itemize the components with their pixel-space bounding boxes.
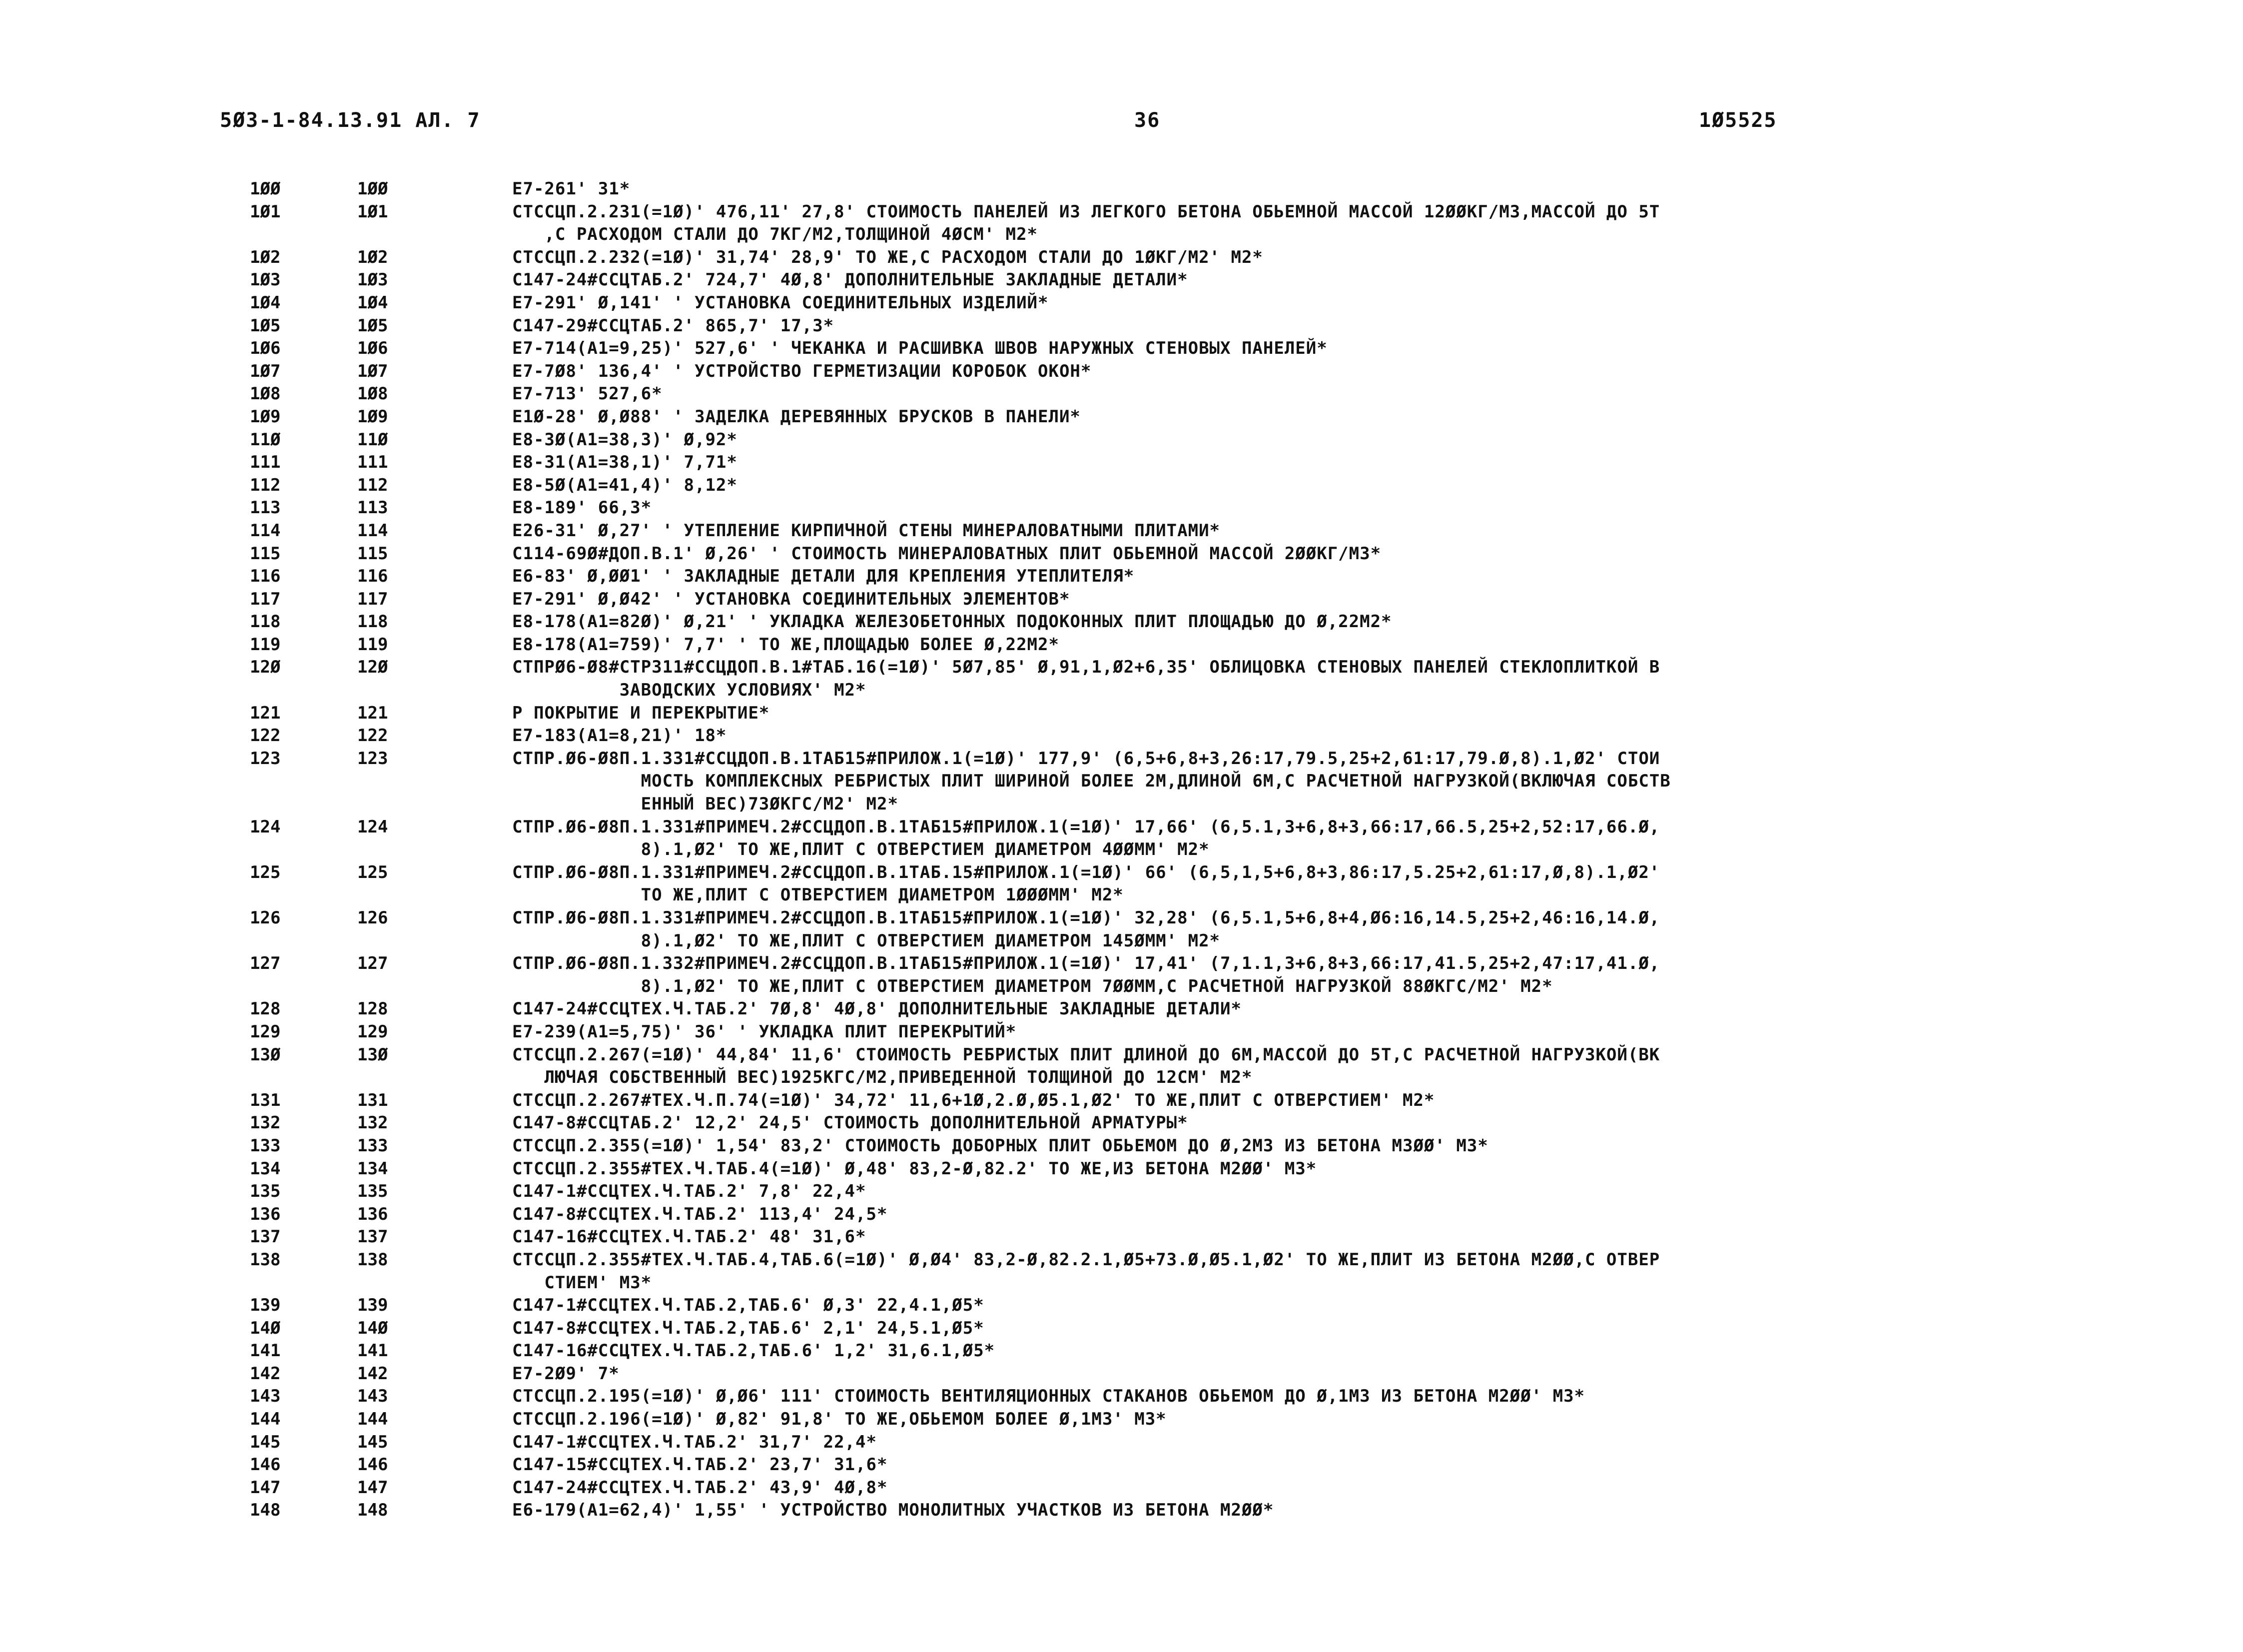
row-index: 133: [357, 1135, 388, 1156]
row-text: [512, 1385, 2041, 1408]
row-index: 114: [357, 520, 388, 541]
listing-row: [0, 1454, 2243, 1477]
row-number: 148: [250, 1500, 281, 1521]
row-number: 134: [250, 1158, 281, 1179]
row-text-line: СТПР.Ø6-Ø8П.1.331#ССЦДОП.В.1ТАБ15#ПРИЛОЖ.1(=1Ø)' 177,9' (6,5+6,8+3,26:17,79.5,25+2,61:17,79.Ø,8).1,Ø2' СТОИ: [512, 748, 1660, 769]
row-index: 135: [357, 1181, 388, 1202]
row-text: [512, 543, 2041, 566]
row-index: 112: [357, 475, 388, 495]
row-text: [512, 816, 2041, 861]
row-number: 142: [250, 1363, 281, 1384]
listing-row: [0, 1044, 2243, 1089]
row-number: 146: [250, 1455, 281, 1475]
row-number: 1Ø3: [250, 270, 281, 290]
row-number: 1Ø8: [250, 384, 281, 404]
row-text: [512, 1294, 2041, 1317]
row-text: [512, 1249, 2041, 1294]
row-text-line: СТССЦП.2.355#ТЕХ.Ч.ТАБ.4,ТАБ.6(=1Ø)' Ø,Ø4' 83,2-Ø,82.2.1,Ø5+73.Ø,Ø5.1,Ø2' ТО ЖЕ,ПЛИТ ИЗ БЕТОНА М2ØØ,С ОТВЕР: [512, 1249, 1660, 1270]
row-text-line: Е7-239(А1=5,75)' 36' ' УКЛАДКА ПЛИТ ПЕРЕКРЫТИЙ*: [512, 1021, 1017, 1042]
row-text-line: СТССЦП.2.195(=1Ø)' Ø,Ø6' 111' СТОИМОСТЬ ВЕНТИЛЯЦИОННЫХ СТАКАНОВ ОБЬЕМОМ ДО Ø,1М3 ИЗ БЕТОНА М2ØØ' М3*: [512, 1386, 1585, 1407]
listing-row: [0, 702, 2243, 725]
row-number: 127: [250, 953, 281, 974]
row-text: [512, 861, 2041, 907]
row-text-line: Е7-291' Ø,Ø42' ' УСТАНОВКА СОЕДИНИТЕЛЬНЫХ ЭЛЕМЕНТОВ*: [512, 589, 1070, 609]
row-text: [512, 656, 2041, 702]
row-text: [512, 907, 2041, 952]
row-text: [512, 383, 2041, 406]
listing-row: [0, 429, 2243, 452]
row-number: 1Ø4: [250, 292, 281, 313]
row-index: 134: [357, 1158, 388, 1179]
row-text-line: СТССЦП.2.196(=1Ø)' Ø,82' 91,8' ТО ЖЕ,ОБЬЕМОМ БОЛЕЕ Ø,1М3' М3*: [512, 1409, 1167, 1430]
estimate-listing: [0, 178, 2243, 1522]
row-index: 1Ø8: [357, 384, 388, 404]
listing-row: [0, 474, 2243, 497]
row-number: 1Ø5: [250, 315, 281, 336]
row-index: 1Ø2: [357, 247, 388, 267]
row-number: 139: [250, 1295, 281, 1316]
row-number: 125: [250, 862, 281, 882]
listing-row: [0, 1363, 2243, 1386]
listing-row: [0, 1499, 2243, 1522]
listing-row: [0, 178, 2243, 201]
row-index: 146: [357, 1455, 388, 1475]
listing-row: [0, 611, 2243, 634]
row-text: [512, 1477, 2041, 1500]
listing-row: [0, 998, 2243, 1021]
row-index: 138: [357, 1249, 388, 1270]
row-index: 111: [357, 452, 388, 473]
row-text: [512, 634, 2041, 657]
row-index: 147: [357, 1477, 388, 1498]
row-text-line: Е7-714(А1=9,25)' 527,6' ' ЧЕКАНКА И РАСШИВКА ШВОВ НАРУЖНЫХ СТЕНОВЫХ ПАНЕЛЕЙ*: [512, 338, 1328, 359]
row-text: [512, 1408, 2041, 1431]
row-index: 13Ø: [357, 1044, 388, 1065]
row-text-line: Е8-178(А1=82Ø)' Ø,21' ' УКЛАДКА ЖЕЛЕЗОБЕТОННЫХ ПОДОКОННЫХ ПЛИТ ПЛОЩАДЬЮ ДО Ø,22М2*: [512, 612, 1392, 632]
row-text: [512, 315, 2041, 338]
row-index: 1Ø1: [357, 201, 388, 222]
listing-row: [0, 292, 2243, 315]
row-number: 126: [250, 908, 281, 928]
row-index: 1Ø6: [357, 338, 388, 359]
row-text-line: ,С РАСХОДОМ СТАЛИ ДО 7КГ/М2,ТОЛЩИНОЙ 4ØСМ' М2*: [512, 224, 1038, 245]
row-number: 147: [250, 1477, 281, 1498]
listing-row: [0, 1249, 2243, 1294]
row-text: [512, 1203, 2041, 1226]
row-index: 122: [357, 726, 388, 746]
row-text: [512, 201, 2041, 246]
row-text: [512, 952, 2041, 998]
row-number: 129: [250, 1021, 281, 1042]
row-number: 115: [250, 543, 281, 564]
row-number: 145: [250, 1432, 281, 1452]
row-text-line: С147-24#ССЦТЕХ.Ч.ТАБ.2' 43,9' 4Ø,8*: [512, 1477, 888, 1498]
row-text: [512, 1180, 2041, 1203]
listing-row: [0, 1294, 2243, 1317]
row-text: [512, 451, 2041, 474]
row-index: 143: [357, 1386, 388, 1407]
row-text-line: СТССЦП.2.355(=1Ø)' 1,54' 83,2' СТОИМОСТЬ ДОБОРНЫХ ПЛИТ ОБЬЕМОМ ДО Ø,2М3 ИЗ БЕТОНА М3ØØ' М3*: [512, 1135, 1489, 1156]
row-text: [512, 1454, 2041, 1477]
row-text: [512, 1089, 2041, 1112]
row-number: 1ØØ: [250, 179, 281, 199]
row-text: [512, 725, 2041, 748]
row-index: 127: [357, 953, 388, 974]
row-number: 13Ø: [250, 1044, 281, 1065]
row-text: [512, 1499, 2041, 1522]
row-text-line: С114-69Ø#ДОП.В.1' Ø,26' ' СТОИМОСТЬ МИНЕРАЛОВАТНЫХ ПЛИТ ОБЬЕМНОЙ МАССОЙ 2ØØКГ/М3*: [512, 543, 1382, 564]
row-text: [512, 702, 2041, 725]
row-number: 14Ø: [250, 1318, 281, 1338]
row-index: 115: [357, 543, 388, 564]
listing-row: [0, 952, 2243, 998]
row-number: 119: [250, 634, 281, 655]
row-index: 142: [357, 1363, 388, 1384]
row-text-line: Р ПОКРЫТИЕ И ПЕРЕКРЫТИЕ*: [512, 703, 770, 723]
listing-row: [0, 497, 2243, 520]
row-number: 114: [250, 520, 281, 541]
row-number: 112: [250, 475, 281, 495]
row-number: 141: [250, 1341, 281, 1361]
row-number: 111: [250, 452, 281, 473]
row-text-line: С147-8#ССЦТЕХ.Ч.ТАБ.2,ТАБ.6' 2,1' 24,5.1,Ø5*: [512, 1318, 984, 1338]
row-index: 14Ø: [357, 1318, 388, 1338]
row-index: 1Ø4: [357, 292, 388, 313]
listing-row: [0, 1431, 2243, 1454]
row-text-line: ЕННЫЙ ВЕС)73ØКГС/М2' М2*: [512, 794, 898, 815]
row-text: [512, 292, 2041, 315]
row-text-line: СТПР.Ø6-Ø8П.1.331#ПРИМЕЧ.2#ССЦДОП.В.1ТАБ15#ПРИЛОЖ.1(=1Ø)' 17,66' (6,5.1,3+6,8+3,66:17,66.5,25+2,52:17,66.Ø,: [512, 817, 1660, 837]
listing-row: [0, 725, 2243, 748]
document-number: 1Ø5525: [1699, 109, 1777, 132]
row-number: 123: [250, 748, 281, 769]
row-text-line: СТИЕМ' М3*: [512, 1272, 652, 1293]
listing-row: [0, 406, 2243, 429]
row-text-line: Е6-83' Ø,ØØ1' ' ЗАКЛАДНЫЕ ДЕТАЛИ ДЛЯ КРЕПЛЕНИЯ УТЕПЛИТЕЛЯ*: [512, 566, 1135, 587]
row-text-line: СТССЦП.2.267(=1Ø)' 44,84' 11,6' СТОИМОСТЬ РЕБРИСТЫХ ПЛИТ ДЛИНОЙ ДО 6М,МАССОЙ ДО 5Т,С РАСЧЕТНОЙ НАГРУЗКОЙ(ВК: [512, 1044, 1660, 1065]
row-text: [512, 1431, 2041, 1454]
listing-row: [0, 634, 2243, 657]
row-text-line: Е8-178(А1=759)' 7,7' ' ТО ЖЕ,ПЛОЩАДЬЮ БОЛЕЕ Ø,22М2*: [512, 634, 1059, 655]
row-number: 131: [250, 1090, 281, 1110]
row-text-line: ЗАВОДСКИХ УСЛОВИЯХ' М2*: [512, 680, 866, 701]
row-number: 11Ø: [250, 429, 281, 450]
listing-row: [0, 588, 2243, 611]
row-text-line: Е8-189' 66,3*: [512, 498, 652, 518]
row-index: 1Ø9: [357, 406, 388, 427]
row-text-line: СТПРØ6-Ø8#СТР311#ССЦДОП.В.1#ТАБ.16(=1Ø)' 5Ø7,85' Ø,91,1,Ø2+6,35' ОБЛИЦОВКА СТЕНОВЫХ ПАНЕЛЕЙ СТЕКЛОПЛИТКОЙ В: [512, 657, 1660, 678]
row-number: 1Ø6: [250, 338, 281, 359]
row-text-line: С147-24#ССЦТЕХ.Ч.ТАБ.2' 7Ø,8' 4Ø,8' ДОПОЛНИТЕЛЬНЫЕ ЗАКЛАДНЫЕ ДЕТАЛИ*: [512, 999, 1242, 1019]
listing-row: [0, 1203, 2243, 1226]
row-text-line: СТПР.Ø6-Ø8П.1.332#ПРИМЕЧ.2#ССЦДОП.В.1ТАБ15#ПРИЛОЖ.1(=1Ø)' 17,41' (7,1.1,3+6,8+3,66:17,41.5,25+2,47:17,41.Ø,: [512, 953, 1660, 974]
row-index: 141: [357, 1341, 388, 1361]
listing-row: [0, 1135, 2243, 1158]
listing-row: [0, 1477, 2243, 1500]
listing-row: [0, 315, 2243, 338]
row-text: [512, 246, 2041, 269]
row-text-line: С147-16#ССЦТЕХ.Ч.ТАБ.2' 48' 31,6*: [512, 1227, 866, 1247]
row-index: 117: [357, 589, 388, 609]
listing-row: [0, 1180, 2243, 1203]
row-text: [512, 588, 2041, 611]
listing-row: [0, 520, 2243, 543]
row-number: 113: [250, 498, 281, 518]
row-index: 119: [357, 634, 388, 655]
row-number: 132: [250, 1113, 281, 1133]
listing-row: [0, 1340, 2243, 1363]
row-index: 11Ø: [357, 429, 388, 450]
row-text: [512, 497, 2041, 520]
listing-row: [0, 748, 2243, 816]
listing-row: [0, 269, 2243, 292]
row-index: 113: [357, 498, 388, 518]
row-text-line: Е26-31' Ø,27' ' УТЕПЛЕНИЕ КИРПИЧНОЙ СТЕНЫ МИНЕРАЛОВАТНЫМИ ПЛИТАМИ*: [512, 520, 1221, 541]
row-number: 135: [250, 1181, 281, 1202]
page-number: 36: [1134, 109, 1161, 132]
row-text: [512, 337, 2041, 360]
listing-row: [0, 360, 2243, 383]
row-text-line: 8).1,Ø2' ТО ЖЕ,ПЛИТ С ОТВЕРСТИЕМ ДИАМЕТРОМ 4ØØММ' М2*: [512, 839, 1210, 860]
row-text: [512, 178, 2041, 201]
row-index: 145: [357, 1432, 388, 1452]
row-number: 124: [250, 817, 281, 837]
row-index: 148: [357, 1500, 388, 1521]
row-text-line: Е7-2Ø9' 7*: [512, 1363, 620, 1384]
listing-row: [0, 201, 2243, 246]
row-number: 144: [250, 1409, 281, 1430]
row-text-line: С147-8#ССЦТАБ.2' 12,2' 24,5' СТОИМОСТЬ ДОПОЛНИТЕЛЬНОЙ АРМАТУРЫ*: [512, 1113, 1188, 1133]
listing-row: [0, 451, 2243, 474]
listing-row: [0, 1112, 2243, 1135]
row-text: [512, 1044, 2041, 1089]
row-text-line: СТССЦП.2.267#ТЕХ.Ч.П.74(=1Ø)' 34,72' 11,6+1Ø,2.Ø,Ø5.1,Ø2' ТО ЖЕ,ПЛИТ С ОТВЕРСТИЕМ' М2*: [512, 1090, 1435, 1110]
row-index: 136: [357, 1204, 388, 1224]
row-text: [512, 1363, 2041, 1386]
row-number: 121: [250, 703, 281, 723]
row-index: 123: [357, 748, 388, 769]
row-text-line: С147-1#ССЦТЕХ.Ч.ТАБ.2' 7,8' 22,4*: [512, 1181, 866, 1202]
row-text-line: СТПР.Ø6-Ø8П.1.331#ПРИМЕЧ.2#ССЦДОП.В.1ТАБ15#ПРИЛОЖ.1(=1Ø)' 32,28' (6,5.1,5+6,8+4,Ø6:16,14.5,25+2,46:16,14.Ø,: [512, 908, 1660, 928]
row-text-line: МОСТЬ КОМПЛЕКСНЫХ РЕБРИСТЫХ ПЛИТ ШИРИНОЙ БОЛЕЕ 2М,ДЛИНОЙ 6М,С РАСЧЕТНОЙ НАГРУЗКОЙ(ВКЛЮЧАЯ СОБСТВ: [512, 771, 1671, 792]
row-text: [512, 611, 2041, 634]
row-index: 125: [357, 862, 388, 882]
row-index: 1Ø7: [357, 361, 388, 381]
row-index: 139: [357, 1295, 388, 1316]
row-text: [512, 269, 2041, 292]
row-text: [512, 429, 2041, 452]
listing-row: [0, 1408, 2243, 1431]
row-index: 1ØØ: [357, 179, 388, 199]
row-text: [512, 565, 2041, 588]
row-text-line: СТССЦП.2.231(=1Ø)' 476,11' 27,8' СТОИМОСТЬ ПАНЕЛЕЙ ИЗ ЛЕГКОГО БЕТОНА ОБЬЕМНОЙ МАССОЙ 12ØØКГ/М3,МАССОЙ ДО 5Т: [512, 201, 1660, 222]
row-text-line: С147-24#ССЦТАБ.2' 724,7' 4Ø,8' ДОПОЛНИТЕЛЬНЫЕ ЗАКЛАДНЫЕ ДЕТАЛИ*: [512, 270, 1188, 290]
row-number: 116: [250, 566, 281, 587]
listing-row: [0, 1021, 2243, 1044]
row-text: [512, 1317, 2041, 1340]
row-text-line: 8).1,Ø2' ТО ЖЕ,ПЛИТ С ОТВЕРСТИЕМ ДИАМЕТРОМ 145ØММ' М2*: [512, 930, 1221, 951]
row-index: 129: [357, 1021, 388, 1042]
row-text: [512, 1135, 2041, 1158]
row-index: 137: [357, 1227, 388, 1247]
row-text: [512, 474, 2041, 497]
row-number: 138: [250, 1249, 281, 1270]
row-text-line: Е8-31(А1=38,1)' 7,71*: [512, 452, 738, 473]
row-number: 143: [250, 1386, 281, 1407]
row-text-line: 8).1,Ø2' ТО ЖЕ,ПЛИТ С ОТВЕРСТИЕМ ДИАМЕТРОМ 7ØØММ,С РАСЧЕТНОЙ НАГРУЗКОЙ 88ØКГС/М2' М2*: [512, 976, 1553, 996]
listing-row: [0, 656, 2243, 702]
row-text-line: С147-15#ССЦТЕХ.Ч.ТАБ.2' 23,7' 31,6*: [512, 1455, 888, 1475]
row-number: 1Ø1: [250, 201, 281, 222]
row-index: 1Ø5: [357, 315, 388, 336]
row-text-line: Е7-7Ø8' 136,4' ' УСТРОЙСТВО ГЕРМЕТИЗАЦИИ КОРОБОК ОКОН*: [512, 361, 1092, 381]
row-text: [512, 1158, 2041, 1181]
row-text-line: Е7-261' 31*: [512, 179, 631, 199]
row-index: 116: [357, 566, 388, 587]
listing-row: [0, 1317, 2243, 1340]
row-index: 144: [357, 1409, 388, 1430]
listing-row: [0, 246, 2243, 269]
row-index: 132: [357, 1113, 388, 1133]
row-text-line: С147-16#ССЦТЕХ.Ч.ТАБ.2,ТАБ.6' 1,2' 31,6.1,Ø5*: [512, 1341, 995, 1361]
row-text-line: СТПР.Ø6-Ø8П.1.331#ПРИМЕЧ.2#ССЦДОП.В.1ТАБ.15#ПРИЛОЖ.1(=1Ø)' 66' (6,5,1,5+6,8+3,86:17,5.25+2,61:17,Ø,8).1,Ø2': [512, 862, 1660, 882]
row-text-line: Е1Ø-28' Ø,Ø88' ' ЗАДЕЛКА ДЕРЕВЯННЫХ БРУСКОВ В ПАНЕЛИ*: [512, 406, 1081, 427]
row-text: [512, 1112, 2041, 1135]
listing-row: [0, 337, 2243, 360]
row-text-line: Е6-179(А1=62,4)' 1,55' ' УСТРОЙСТВО МОНОЛИТНЫХ УЧАСТКОВ ИЗ БЕТОНА М2ØØ*: [512, 1500, 1274, 1521]
row-index: 131: [357, 1090, 388, 1110]
row-number: 137: [250, 1227, 281, 1247]
row-text: [512, 1340, 2041, 1363]
row-text: [512, 360, 2041, 383]
row-text: [512, 1226, 2041, 1249]
listing-row: [0, 1089, 2243, 1112]
row-number: 136: [250, 1204, 281, 1224]
row-text-line: Е8-3Ø(А1=38,3)' Ø,92*: [512, 429, 738, 450]
listing-row: [0, 1226, 2243, 1249]
row-text-line: ЛЮЧАЯ СОБСТВЕННЫЙ ВЕС)1925КГС/М2,ПРИВЕДЕННОЙ ТОЛЩИНОЙ ДО 12СМ' М2*: [512, 1067, 1253, 1088]
document-code: 5Ø3-1-84.13.91 АЛ. 7: [220, 109, 481, 132]
row-text: [512, 748, 2041, 816]
listing-row: [0, 1385, 2243, 1408]
row-text-line: ТО ЖЕ,ПЛИТ С ОТВЕРСТИЕМ ДИАМЕТРОМ 1ØØØММ' М2*: [512, 885, 1124, 905]
row-number: 117: [250, 589, 281, 609]
row-text-line: Е7-291' Ø,141' ' УСТАНОВКА СОЕДИНИТЕЛЬНЫХ ИЗДЕЛИЙ*: [512, 292, 1049, 313]
row-number: 128: [250, 999, 281, 1019]
row-text: [512, 998, 2041, 1021]
row-number: 1Ø9: [250, 406, 281, 427]
row-index: 121: [357, 703, 388, 723]
row-number: 122: [250, 726, 281, 746]
row-index: 1Ø3: [357, 270, 388, 290]
row-text-line: С147-29#ССЦТАБ.2' 865,7' 17,3*: [512, 315, 834, 336]
row-text-line: Е7-713' 527,6*: [512, 384, 663, 404]
row-number: 12Ø: [250, 657, 281, 678]
listing-row: [0, 816, 2243, 861]
row-text: [512, 406, 2041, 429]
row-text-line: Е7-183(А1=8,21)' 18*: [512, 726, 727, 746]
row-text-line: Е8-5Ø(А1=41,4)' 8,12*: [512, 475, 738, 495]
row-text: [512, 1021, 2041, 1044]
row-text: [512, 520, 2041, 543]
row-number: 133: [250, 1135, 281, 1156]
row-index: 124: [357, 817, 388, 837]
row-number: 118: [250, 612, 281, 632]
row-index: 12Ø: [357, 657, 388, 678]
listing-row: [0, 907, 2243, 952]
row-number: 1Ø2: [250, 247, 281, 267]
row-text-line: СТССЦП.2.232(=1Ø)' 31,74' 28,9' ТО ЖЕ,С РАСХОДОМ СТАЛИ ДО 1ØКГ/М2' М2*: [512, 247, 1263, 267]
row-text-line: С147-1#ССЦТЕХ.Ч.ТАБ.2' 31,7' 22,4*: [512, 1432, 877, 1452]
row-text-line: СТССЦП.2.355#ТЕХ.Ч.ТАБ.4(=1Ø)' Ø,48' 83,2-Ø,82.2' ТО ЖЕ,ИЗ БЕТОНА М2ØØ' М3*: [512, 1158, 1317, 1179]
row-index: 126: [357, 908, 388, 928]
listing-row: [0, 543, 2243, 566]
row-index: 128: [357, 999, 388, 1019]
listing-row: [0, 1158, 2243, 1181]
listing-row: [0, 861, 2243, 907]
row-text-line: С147-8#ССЦТЕХ.Ч.ТАБ.2' 113,4' 24,5*: [512, 1204, 888, 1224]
listing-row: [0, 383, 2243, 406]
row-number: 1Ø7: [250, 361, 281, 381]
row-index: 118: [357, 612, 388, 632]
listing-row: [0, 565, 2243, 588]
row-text-line: С147-1#ССЦТЕХ.Ч.ТАБ.2,ТАБ.6' Ø,3' 22,4.1,Ø5*: [512, 1295, 984, 1316]
